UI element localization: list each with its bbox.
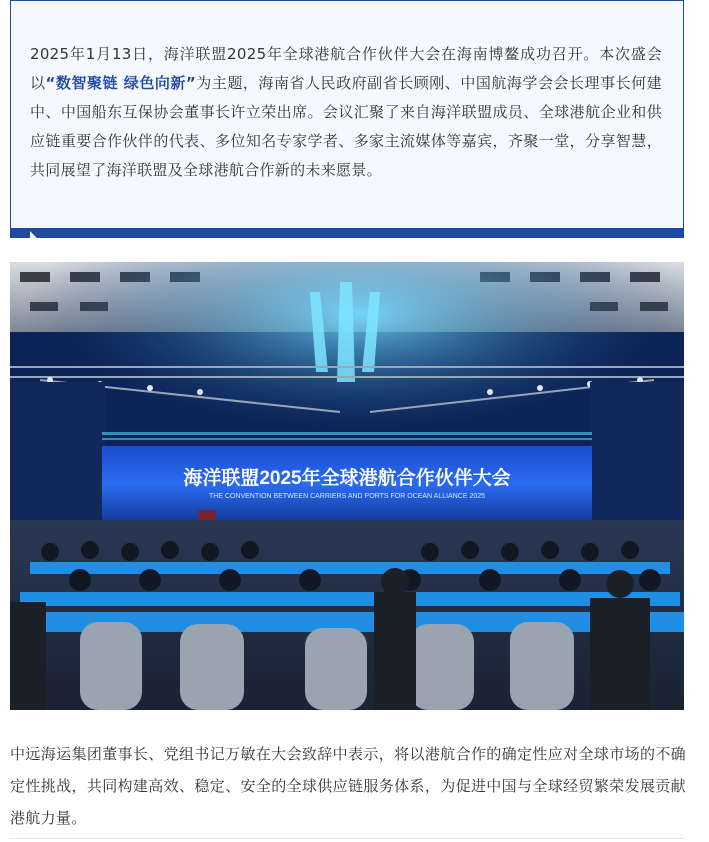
- intro-bottom-bar: [10, 228, 684, 238]
- intro-top-border: [11, 0, 683, 1]
- intro-paragraph: [30, 40, 662, 185]
- caption-paragraph: 中远海运集团董事长、党组书记万敏在大会致辞中表示，将以港航合作的确定性应对全球市场的不确定性挑战，共同构建高效、稳定、安全的全球供应链服务体系，为促进中国与全球经贸繁荣发展贡献港航力量。: [10, 745, 686, 827]
- intro-text-part1: 2025年1月13日，海洋联盟2025年全球港航合作伙伴大会在海南博鳌成功召开。本次盛会以: [30, 45, 662, 92]
- conference-photo: [10, 262, 684, 710]
- intro-theme-highlight: “数智聚链 绿色向新”: [45, 74, 197, 92]
- intro-bottom-bar-left: [10, 228, 30, 238]
- screen-subtitle: THE CONVENTION BETWEEN CARRIERS AND PORTS FOR OCEAN ALLIANCE 2025: [208, 493, 486, 500]
- bottom-divider: [10, 838, 684, 839]
- screen-title: 海洋联盟2025年全球港航合作伙伴大会: [183, 468, 511, 489]
- intro-text-part2: 为主题，海南省人民政府副省长顾刚、中国航海学会会长理事长何建中、中国船东互保协会董事长许立荣出席。会议汇聚了来自海洋联盟成员、全球港航企业和供应链重要合作伙伴的代表、多位知名专家学者、多家主流媒体等嘉宾，齐聚一堂，分享智慧，共同展望了海洋联盟及全球港航合作新的未来愿景。: [30, 74, 662, 179]
- intro-box: [10, 0, 684, 228]
